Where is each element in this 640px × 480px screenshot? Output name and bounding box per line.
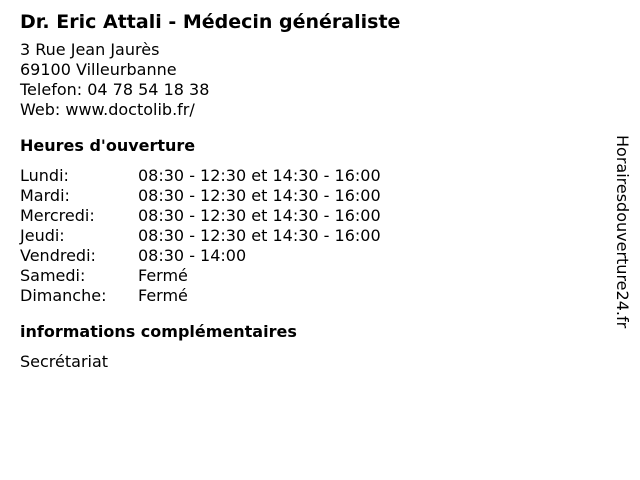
additional-info-heading: informations complémentaires	[20, 322, 297, 341]
city-address: 69100 Villeurbanne	[20, 60, 177, 79]
street-address: 3 Rue Jean Jaurès	[20, 40, 160, 59]
additional-info-text: Secrétariat	[20, 352, 109, 371]
hours-row-friday	[20, 246, 600, 266]
hours-row-saturday	[20, 266, 600, 286]
day-label: Mardi:	[20, 186, 70, 205]
hours-row-thursday	[20, 226, 600, 246]
site-watermark: Horairesdouverture24.fr	[613, 135, 632, 329]
hours-row-wednesday	[20, 206, 600, 226]
hours-value: 08:30 - 14:00	[138, 246, 247, 265]
hours-value: Fermé	[138, 286, 188, 305]
opening-hours-table	[20, 166, 600, 306]
page-title: Dr. Eric Attali - Médecin généraliste	[20, 11, 401, 33]
day-label: Jeudi:	[20, 226, 65, 245]
day-label: Vendredi:	[20, 246, 96, 265]
phone-number: Telefon: 04 78 54 18 38	[20, 80, 210, 99]
hours-value: 08:30 - 12:30 et 14:30 - 16:00	[138, 226, 381, 245]
contact-block	[20, 40, 600, 120]
day-label: Lundi:	[20, 166, 69, 185]
day-label: Mercredi:	[20, 206, 95, 225]
day-label: Samedi:	[20, 266, 86, 285]
hours-value: 08:30 - 12:30 et 14:30 - 16:00	[138, 206, 381, 225]
hours-row-sunday	[20, 286, 600, 306]
business-card	[20, 8, 600, 372]
hours-value: 08:30 - 12:30 et 14:30 - 16:00	[138, 166, 381, 185]
hours-row-monday	[20, 166, 600, 186]
hours-row-tuesday	[20, 186, 600, 206]
hours-value: Fermé	[138, 266, 188, 285]
day-label: Dimanche:	[20, 286, 107, 305]
opening-hours-heading: Heures d'ouverture	[20, 136, 196, 155]
hours-value: 08:30 - 12:30 et 14:30 - 16:00	[138, 186, 381, 205]
website: Web: www.doctolib.fr/	[20, 100, 195, 119]
